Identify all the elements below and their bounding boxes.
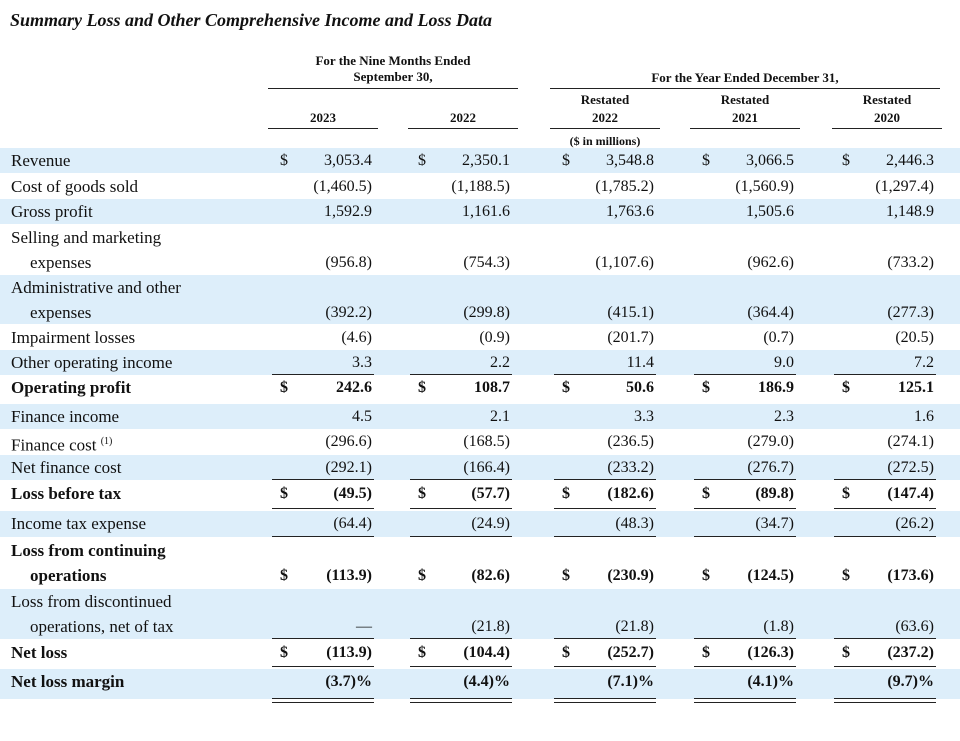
table-cell	[842, 325, 934, 350]
column-header-rule	[268, 128, 378, 129]
cell-value: (4.4)%	[463, 673, 510, 690]
units-label: ($ in millions)	[569, 134, 641, 148]
cell-value: 7.2	[914, 354, 934, 371]
year-ended-rule	[550, 88, 940, 89]
table-cell	[280, 375, 372, 400]
row-label-continued: expenses	[30, 303, 92, 322]
dollar-sign: $	[280, 152, 288, 169]
table-cell	[562, 350, 654, 375]
dollar-sign: $	[562, 567, 570, 584]
nine-months-rule	[268, 88, 518, 89]
table-cell	[280, 455, 372, 480]
cell-value: (201.7)	[607, 329, 654, 346]
table-cell	[418, 563, 510, 588]
column-header-year: 2022	[592, 110, 618, 125]
cell-value: 108.7	[474, 379, 510, 396]
table-cell	[280, 511, 372, 536]
row-label: Income tax expense	[11, 514, 146, 533]
cell-value: —	[356, 618, 372, 635]
single-underline	[410, 479, 512, 480]
table-cell	[562, 250, 654, 275]
row-label: Gross profit	[11, 202, 93, 221]
column-header-4	[832, 92, 942, 126]
table-cell	[418, 174, 510, 199]
row-label-continued: operations	[30, 566, 107, 585]
cell-value: (49.5)	[333, 485, 372, 502]
nine-months-header	[268, 53, 518, 85]
table-row	[0, 589, 960, 639]
table-row	[0, 275, 960, 324]
table-cell	[562, 481, 654, 506]
row-label: Selling and marketing	[11, 228, 162, 247]
table-cell	[562, 148, 654, 173]
table-cell	[418, 325, 510, 350]
dollar-sign: $	[418, 379, 426, 396]
cell-value: (279.0)	[747, 433, 794, 450]
cell-value: 3.3	[352, 354, 372, 371]
double-underline	[694, 698, 796, 703]
dollar-sign: $	[280, 485, 288, 502]
cell-value: (1,560.9)	[735, 178, 794, 195]
single-underline	[694, 638, 796, 639]
table-cell	[842, 174, 934, 199]
single-underline	[272, 536, 374, 537]
table-cell	[562, 640, 654, 665]
cell-value: (182.6)	[607, 485, 654, 502]
cell-value: (64.4)	[333, 515, 372, 532]
cell-value: (962.6)	[747, 254, 794, 271]
table-cell	[280, 563, 372, 588]
cell-value: (0.7)	[763, 329, 794, 346]
cell-value: (113.9)	[326, 644, 372, 661]
cell-value: (7.1)%	[607, 673, 654, 690]
cell-value: 1,592.9	[324, 203, 372, 220]
dollar-sign: $	[562, 485, 570, 502]
cell-value: 3,548.8	[606, 152, 654, 169]
cell-value: (276.7)	[747, 459, 794, 476]
dollar-sign: $	[702, 152, 710, 169]
table-cell	[842, 640, 934, 665]
cell-value: (237.2)	[887, 644, 934, 661]
dollar-sign: $	[562, 644, 570, 661]
page-title: Summary Loss and Other Comprehensive Income and Loss Data	[10, 10, 493, 30]
table-cell	[562, 174, 654, 199]
cell-value: (252.7)	[607, 644, 654, 661]
table-cell	[842, 404, 934, 429]
cell-value: 3,066.5	[746, 152, 794, 169]
row-label: Net loss margin	[11, 672, 125, 691]
single-underline	[410, 638, 512, 639]
table-cell	[702, 300, 794, 325]
table-cell	[418, 455, 510, 480]
table-cell	[562, 429, 654, 454]
table-cell	[562, 455, 654, 480]
table-cell	[702, 481, 794, 506]
column-header-year: 2023	[310, 110, 336, 125]
table-cell	[842, 199, 934, 224]
nine-months-header-line2: September 30,	[353, 69, 433, 84]
table-cell	[280, 174, 372, 199]
cell-value: (272.5)	[887, 459, 934, 476]
table-cell	[562, 404, 654, 429]
table-cell	[418, 199, 510, 224]
cell-value: (104.4)	[463, 644, 510, 661]
cell-value: 3,053.4	[324, 152, 372, 169]
table-cell	[418, 511, 510, 536]
dollar-sign: $	[418, 152, 426, 169]
table-cell	[842, 455, 934, 480]
cell-value: (113.9)	[326, 567, 372, 584]
table-cell	[562, 199, 654, 224]
dollar-sign: $	[280, 644, 288, 661]
cell-value: 2,446.3	[886, 152, 934, 169]
dollar-sign: $	[842, 485, 850, 502]
cell-value: (956.8)	[325, 254, 372, 271]
cell-value: (299.8)	[463, 304, 510, 321]
cell-value: (296.6)	[325, 433, 372, 450]
table-cell	[842, 481, 934, 506]
cell-value: (1,297.4)	[875, 178, 934, 195]
cell-value: (124.5)	[747, 567, 794, 584]
table-cell	[702, 404, 794, 429]
row-label: Revenue	[11, 151, 71, 170]
single-underline	[834, 638, 936, 639]
column-header-year: 2022	[450, 110, 476, 125]
table-cell	[280, 429, 372, 454]
cell-value: (126.3)	[747, 644, 794, 661]
row-label: Loss from discontinued	[11, 592, 172, 611]
cell-value: (1,188.5)	[451, 178, 510, 195]
cell-value: (82.6)	[471, 567, 510, 584]
cell-value: (1.8)	[763, 618, 794, 635]
table-row	[0, 404, 960, 429]
table-cell	[562, 614, 654, 639]
table-row	[0, 174, 960, 199]
table-cell	[702, 199, 794, 224]
table-cell	[842, 350, 934, 375]
cell-value: (34.7)	[755, 515, 794, 532]
column-header-year: 2021	[732, 110, 758, 125]
single-underline	[554, 536, 656, 537]
table-cell	[280, 148, 372, 173]
cell-value: (754.3)	[463, 254, 510, 271]
cell-value: (1,107.6)	[595, 254, 654, 271]
table-cell	[562, 300, 654, 325]
table-row	[0, 640, 960, 667]
single-underline	[694, 479, 796, 480]
cell-value: (415.1)	[607, 304, 654, 321]
cell-value: (3.7)%	[325, 673, 372, 690]
cell-value: (57.7)	[471, 485, 510, 502]
column-header-restated: Restated	[580, 92, 630, 107]
single-underline	[272, 638, 374, 639]
cell-value: (274.1)	[887, 433, 934, 450]
table-cell	[562, 511, 654, 536]
table-row	[0, 455, 960, 480]
cell-value: (733.2)	[887, 254, 934, 271]
table-row	[0, 199, 960, 224]
table-cell	[280, 199, 372, 224]
table-cell	[842, 669, 934, 694]
table-cell	[562, 375, 654, 400]
column-header-1	[408, 92, 518, 126]
row-label-continued: operations, net of tax	[30, 617, 174, 636]
table-cell	[702, 148, 794, 173]
cell-value: (173.6)	[887, 567, 934, 584]
table-row	[0, 429, 960, 454]
cell-value: 2.3	[774, 408, 794, 425]
double-underline	[554, 698, 656, 703]
single-underline	[834, 479, 936, 480]
cell-value: 1,161.6	[462, 203, 510, 220]
table-cell	[418, 640, 510, 665]
column-header-0	[268, 92, 378, 126]
cell-value: (4.6)	[341, 329, 372, 346]
table-cell	[702, 511, 794, 536]
column-header-rule	[832, 128, 942, 129]
dollar-sign: $	[418, 644, 426, 661]
cell-value: (233.2)	[607, 459, 654, 476]
table-row	[0, 148, 960, 173]
cell-value: (1,460.5)	[313, 178, 372, 195]
row-label: Loss before tax	[11, 484, 122, 503]
cell-value: 1,148.9	[886, 203, 934, 220]
row-label: Net finance cost	[11, 458, 122, 477]
cell-value: (9.7)%	[887, 673, 934, 690]
cell-value: (21.8)	[471, 618, 510, 635]
row-label: Operating profit	[11, 378, 132, 397]
cell-value: (21.8)	[615, 618, 654, 635]
cell-value: 4.5	[352, 408, 372, 425]
table-cell	[280, 404, 372, 429]
single-underline	[554, 479, 656, 480]
column-header-year: 2020	[874, 110, 900, 125]
dollar-sign: $	[702, 567, 710, 584]
column-header-restated	[268, 92, 378, 108]
table-cell	[280, 350, 372, 375]
row-label: Finance cost $^{(1)}$	[11, 435, 113, 455]
table-cell	[702, 325, 794, 350]
table-row	[0, 375, 960, 403]
double-underline	[834, 698, 936, 703]
table-cell	[280, 481, 372, 506]
row-label: Loss from continuing	[11, 541, 166, 560]
table-cell	[842, 300, 934, 325]
table-cell	[280, 300, 372, 325]
table-row	[0, 350, 960, 375]
cell-value: (48.3)	[615, 515, 654, 532]
table-cell	[702, 455, 794, 480]
dollar-sign: $	[842, 379, 850, 396]
table-cell	[418, 404, 510, 429]
cell-value: (89.8)	[755, 485, 794, 502]
table-cell	[842, 563, 934, 588]
table-cell	[842, 614, 934, 639]
dollar-sign: $	[702, 485, 710, 502]
table-cell	[842, 511, 934, 536]
cell-value: (24.9)	[471, 515, 510, 532]
table-cell	[418, 614, 510, 639]
table-cell	[280, 614, 372, 639]
double-underline	[410, 698, 512, 703]
dollar-sign: $	[562, 152, 570, 169]
table-row	[0, 225, 960, 274]
table-cell	[842, 375, 934, 400]
dollar-sign: $	[702, 644, 710, 661]
table-row	[0, 511, 960, 537]
table-cell	[418, 250, 510, 275]
year-ended-header: For the Year Ended December 31,	[651, 70, 839, 85]
table-cell	[842, 148, 934, 173]
table-cell	[418, 669, 510, 694]
dollar-sign: $	[842, 152, 850, 169]
table-cell	[702, 429, 794, 454]
table-cell	[280, 325, 372, 350]
dollar-sign: $	[418, 485, 426, 502]
table-cell	[842, 250, 934, 275]
table-cell	[418, 429, 510, 454]
column-header-2	[550, 92, 660, 126]
row-label-continued: expenses	[30, 253, 92, 272]
cell-value: (1,785.2)	[595, 178, 654, 195]
table-cell	[702, 375, 794, 400]
dollar-sign: $	[562, 379, 570, 396]
cell-value: (236.5)	[607, 433, 654, 450]
table-cell	[702, 174, 794, 199]
table-cell	[562, 563, 654, 588]
table-cell	[418, 350, 510, 375]
table-cell	[280, 669, 372, 694]
table-row	[0, 481, 960, 509]
cell-value: 2.2	[490, 354, 510, 371]
cell-value: (364.4)	[747, 304, 794, 321]
row-label: Finance income	[11, 407, 120, 426]
row-label: Other operating income	[11, 353, 173, 372]
footnote-marker: (1)	[100, 436, 113, 447]
cell-value: (277.3)	[887, 304, 934, 321]
cell-value: (4.1)%	[747, 673, 794, 690]
cell-value: (292.1)	[325, 459, 372, 476]
single-underline	[694, 536, 796, 537]
cell-value: 11.4	[626, 354, 654, 371]
cell-value: (20.5)	[895, 329, 934, 346]
table-cell	[280, 250, 372, 275]
column-header-restated	[408, 92, 518, 108]
cell-value: 242.6	[336, 379, 372, 396]
column-header-restated: Restated	[862, 92, 912, 107]
table-cell	[418, 300, 510, 325]
column-header-rule	[550, 128, 660, 129]
single-underline	[272, 479, 374, 480]
cell-value: (0.9)	[479, 329, 510, 346]
table-cell	[702, 350, 794, 375]
row-label: Administrative and other	[11, 278, 181, 297]
dollar-sign: $	[842, 644, 850, 661]
cell-value: 2.1	[490, 408, 510, 425]
double-underline	[272, 698, 374, 703]
column-header-rule	[408, 128, 518, 129]
cell-value: (166.4)	[463, 459, 510, 476]
table-row	[0, 669, 960, 699]
cell-value: (168.5)	[463, 433, 510, 450]
single-underline	[834, 536, 936, 537]
cell-value: 9.0	[774, 354, 794, 371]
cell-value: (392.2)	[325, 304, 372, 321]
cell-value: 125.1	[898, 379, 934, 396]
table-cell	[562, 325, 654, 350]
table-cell	[418, 148, 510, 173]
cell-value: (147.4)	[887, 485, 934, 502]
table-cell	[842, 429, 934, 454]
cell-value: 1,505.6	[746, 203, 794, 220]
cell-value: (230.9)	[607, 567, 654, 584]
dollar-sign: $	[418, 567, 426, 584]
cell-value: 3.3	[634, 408, 654, 425]
cell-value: 1.6	[914, 408, 934, 425]
table-cell	[702, 614, 794, 639]
nine-months-header-line1: For the Nine Months Ended	[315, 53, 471, 68]
table-cell	[702, 563, 794, 588]
column-header-rule	[690, 128, 800, 129]
cell-value: (63.6)	[895, 618, 934, 635]
cell-value: 50.6	[626, 379, 654, 396]
table-row	[0, 538, 960, 588]
row-label: Impairment losses	[11, 328, 136, 347]
dollar-sign: $	[280, 379, 288, 396]
cell-value: 2,350.1	[462, 152, 510, 169]
table-cell	[562, 669, 654, 694]
table-cell	[280, 640, 372, 665]
dollar-sign: $	[280, 567, 288, 584]
column-header-3	[690, 92, 800, 126]
dollar-sign: $	[702, 379, 710, 396]
cell-value: (26.2)	[895, 515, 934, 532]
table-row	[0, 325, 960, 350]
row-label: Net loss	[11, 643, 68, 662]
table-cell	[418, 481, 510, 506]
cell-value: 1,763.6	[606, 203, 654, 220]
table-cell	[702, 669, 794, 694]
dollar-sign: $	[842, 567, 850, 584]
table-cell	[702, 640, 794, 665]
column-header-restated: Restated	[720, 92, 770, 107]
table-cell	[418, 375, 510, 400]
row-label: Cost of goods sold	[11, 177, 139, 196]
single-underline	[410, 536, 512, 537]
single-underline	[554, 638, 656, 639]
table-cell	[702, 250, 794, 275]
cell-value: 186.9	[758, 379, 794, 396]
